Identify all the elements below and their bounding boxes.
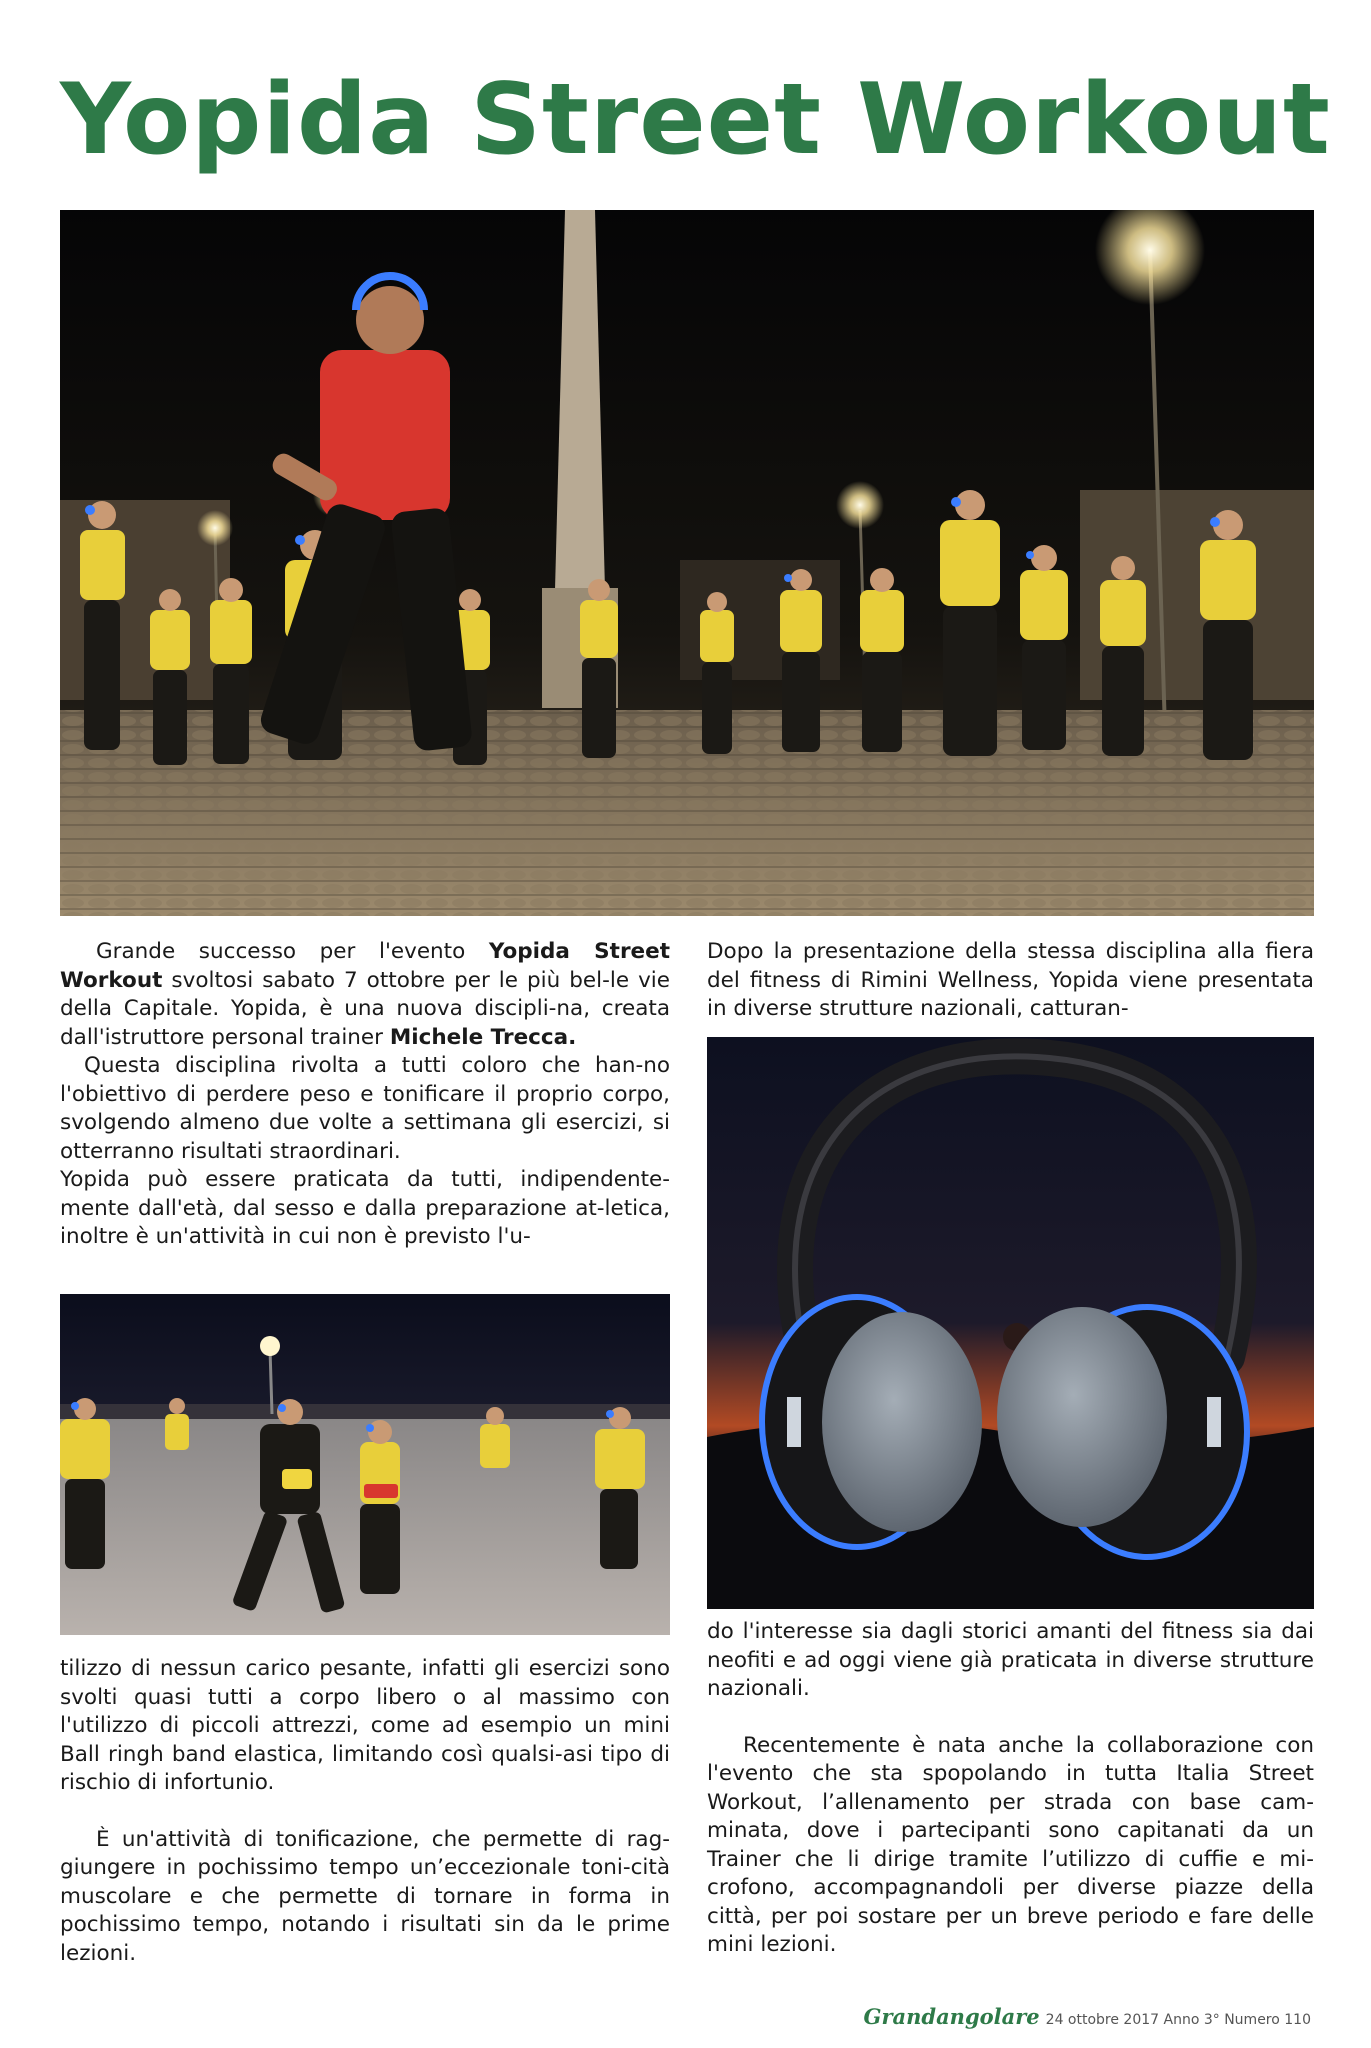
paragraph-interest: do l'interesse sia dagli storici amanti del fitness sia dai neofiti e ad oggi viene già praticata in diverse strutture nazionali. (707, 1619, 1314, 1701)
trainer-name: Michele Trecca. (389, 1024, 577, 1050)
event-name: Yopida Street Workout (60, 939, 670, 993)
issue-info: 24 ottobre 2017 Anno 3° Numero 110 (1045, 2012, 1311, 2028)
group-photo (60, 1294, 670, 1635)
headphones-photo (707, 1037, 1314, 1609)
page-title: Yopida Street Workout (60, 63, 1331, 177)
magazine-name: Grandangolare (863, 2004, 1040, 2029)
article-column-left-top (60, 938, 670, 1252)
article-column-left-bottom (60, 1655, 670, 1968)
paragraph-rimini: Dopo la presentazione della stessa disciplina alla fiera del fitness di Rimini Wellness, Yopida viene presentata in diverse strutture nazionali, catturan- (707, 939, 1314, 1021)
paragraph-practice: Yopida può essere praticata da tutti, indipendente-mente dall'età, dal sesso e dalla preparazione at-letica, inoltre è un'attività in cui non è previsto l'u- (60, 1167, 670, 1249)
paragraph-toning: È un'attività di tonificazione, che permette di rag-giungere in pochissimo tempo un’eccezionale toni-cità muscolare e che permette di tornare in forma in pochissimo tempo, notando i risultati sin da le prime lezioni. (60, 1826, 670, 1966)
article-column-right-bottom (707, 1618, 1314, 1960)
paragraph-equipment: tilizzo di nessun carico pesante, infatti gli esercizi sono svolti quasi tutti a corpo libero o al massimo con l'utilizzo di piccoli attrezzi, come ad esempio un mini Ball ringh band elastica, limitando così qualsi-asi tipo di rischio di infortunio. (60, 1656, 670, 1795)
main-photo (60, 210, 1314, 916)
article-column-right-top (707, 938, 1314, 1024)
paragraph-collaboration: Recentemente è nata anche la collaborazione con l'evento che sta spopolando in tutta Italia Street Workout, l’allenamento per strada con base cam-minata, dove i partecipanti sono capitanati da un Trainer che li dirige tramite l’utilizzo di cuffie e mi-crofono, accompagnandoli per diverse piazze della città, per poi sostare per un breve periodo e fare delle mini lezioni. (707, 1732, 1314, 1957)
intro-text-cont: svoltosi sabato 7 ottobre per le più bel-le vie della Capitale. Yopida, è una nuova discipli-na, creata dall'istruttore personal trainer (60, 967, 670, 1050)
intro-text: Grande successo per l'evento (96, 939, 489, 964)
paragraph-discipline: Questa disciplina rivolta a tutti coloro che han-no l'obiettivo di perdere peso e tonificare il proprio corpo, svolgendo almeno due volte a settimana gli esercizi, si otterranno risultati straordinari. (60, 1053, 670, 1164)
page-footer (864, 2004, 1311, 2029)
